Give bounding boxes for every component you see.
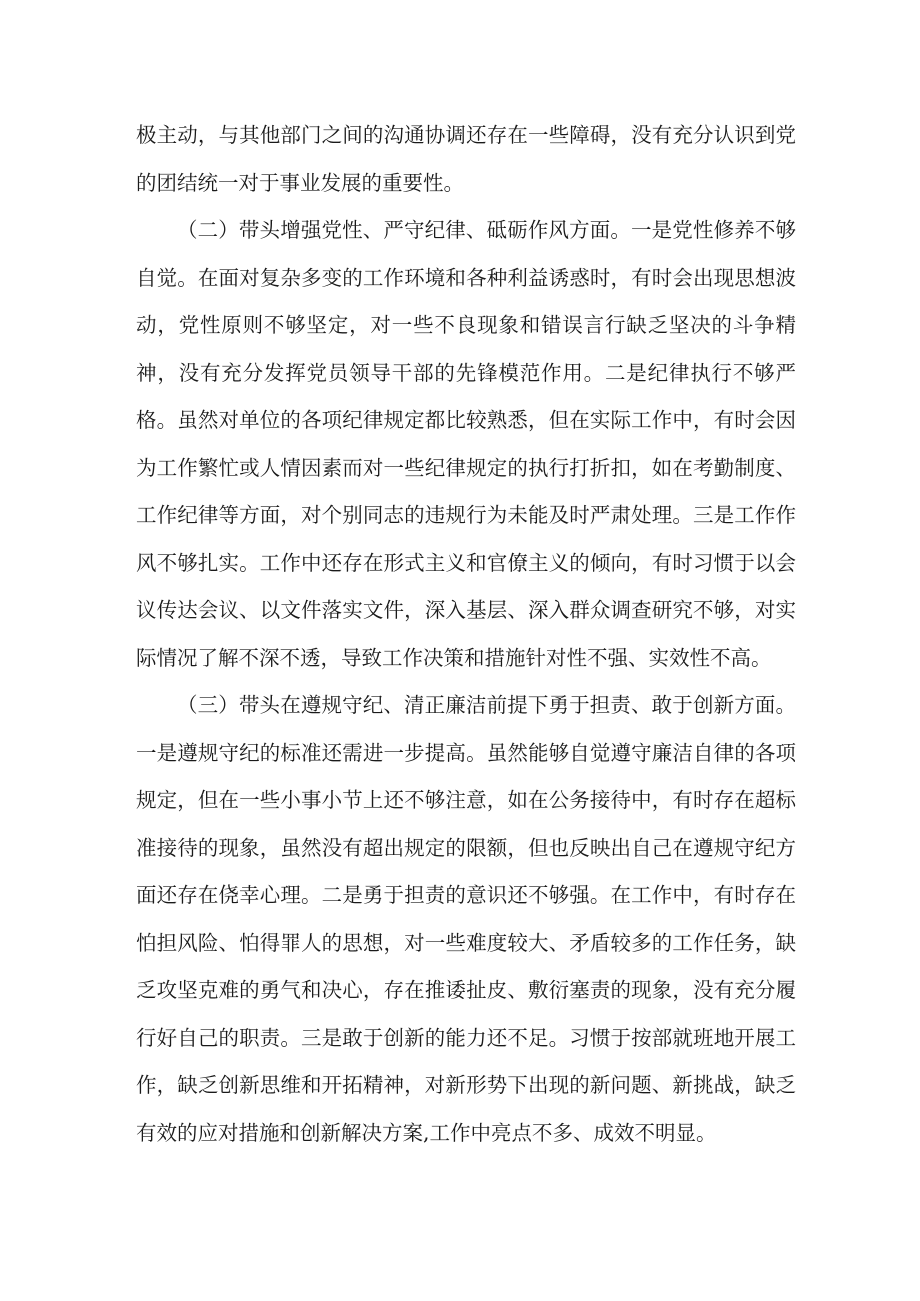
paragraph-continuation: 极主动，与其他部门之间的沟通协调还存在一些障碍，没有充分认识到党的团结统一对于事业发展的重要性。	[136, 123, 796, 195]
paragraph-section-two: （二）带头增强党性、严守纪律、砥砺作风方面。一是党性修养不够自觉。在面对复杂多变的工作环境和各种利益诱惑时，有时会出现思想波动，党性原则不够坚定，对一些不良现象和错误言行缺乏坚决的斗争精神，没有充分发挥党员领导干部的先锋模范作用。二是纪律执行不够严格。虽然对单位的各项纪律规定都比较熟悉，但在实际工作中，有时会因为工作繁忙或人情因素而对一些纪律规定的执行打折扣，如在考勤制度、工作纪律等方面，对个别同志的违规行为未能及时严肃处理。三是工作作风不够扎实。工作中还存在形式主义和官僚主义的倾向，有时习惯于以会议传达会议、以文件落实文件，深入基层、深入群众调查研究不够，对实际情况了解不深不透，导致工作决策和措施针对性不强、实效性不高。	[136, 218, 796, 670]
document-body	[136, 112, 796, 1157]
paragraph-section-three: （三）带头在遵规守纪、清正廉洁前提下勇于担责、敢于创新方面。一是遵规守纪的标准还需进一步提高。虽然能够自觉遵守廉洁自律的各项规定，但在一些小事小节上还不够注意，如在公务接待中，有时存在超标准接待的现象，虽然没有超出规定的限额，但也反映出自己在遵规守纪方面还存在侥幸心理。二是勇于担责的意识还不够强。在工作中，有时存在怕担风险、怕得罪人的思想，对一些难度较大、矛盾较多的工作任务，缺乏攻坚克难的勇气和决心，存在推诿扯皮、敷衍塞责的现象，没有充分履行好自己的职责。三是敢于创新的能力还不足。习惯于按部就班地开展工作，缺乏创新思维和开拓精神，对新形势下出现的新问题、新挑战，缺乏有效的应对措施和创新解决方案,工作中亮点不多、成效不明显。	[136, 693, 796, 1145]
